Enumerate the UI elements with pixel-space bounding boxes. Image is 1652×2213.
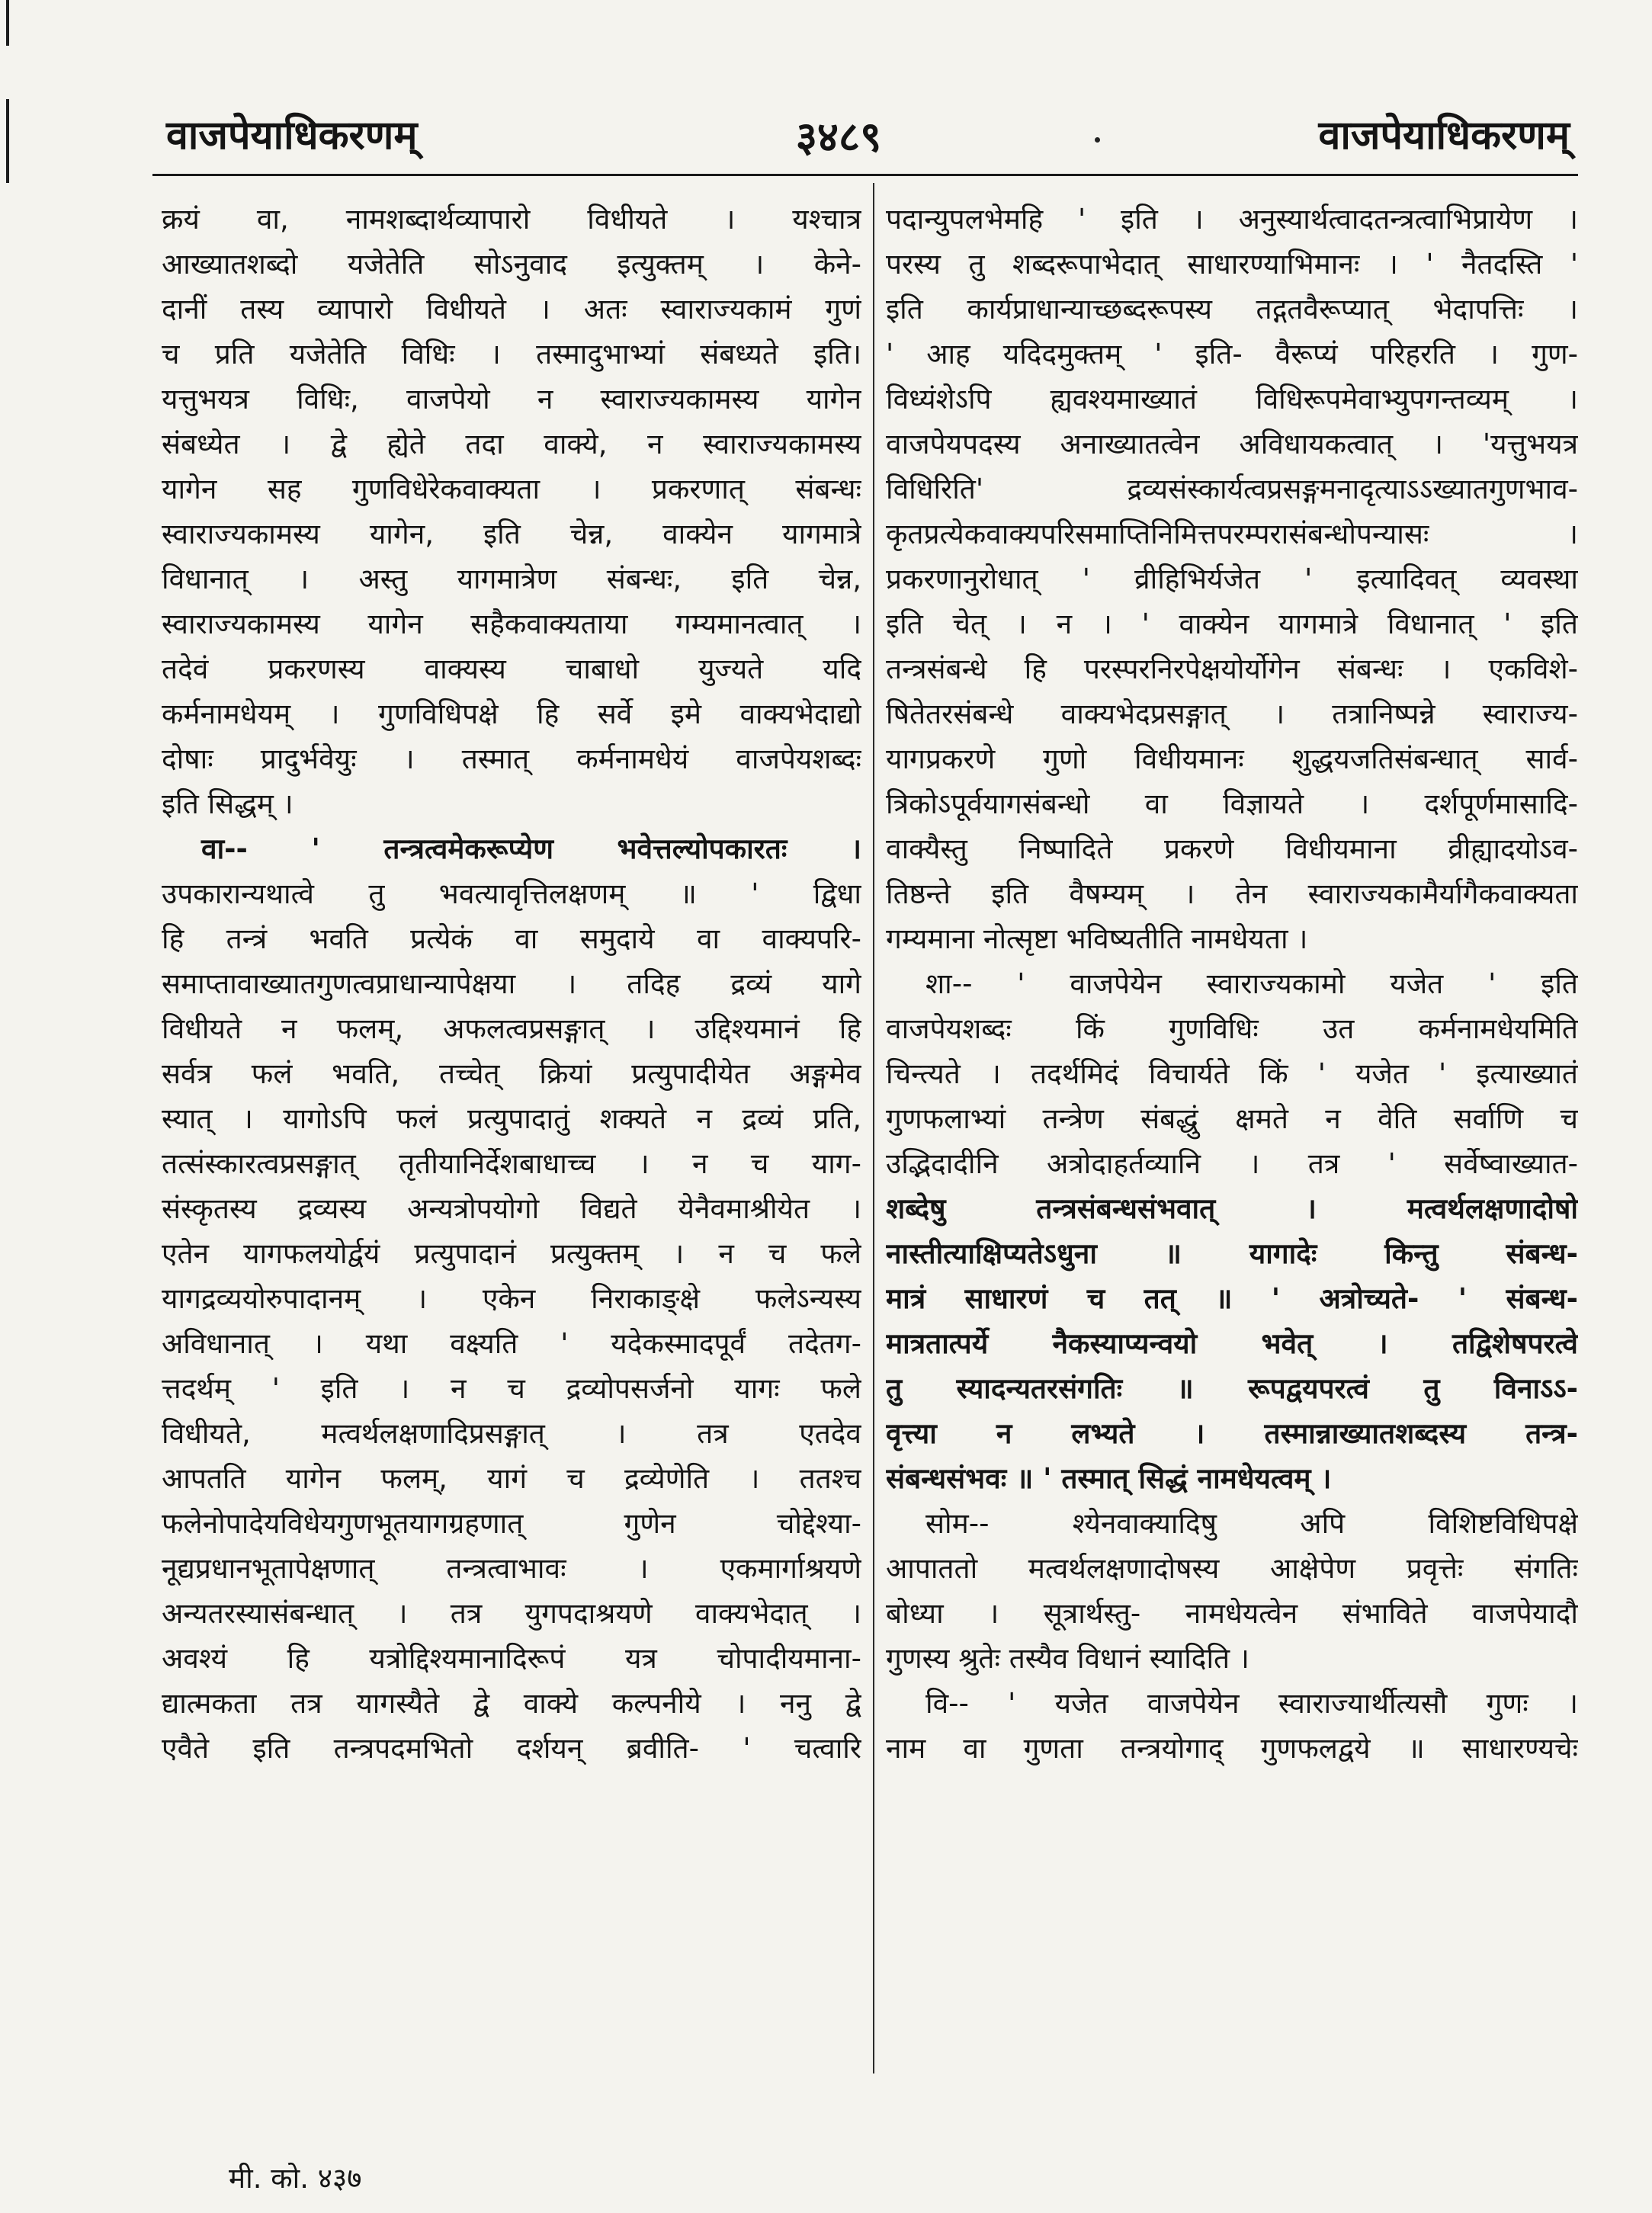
text-line: संस्कृतस्य द्रव्यस्य अन्यत्रोपयोगो विद्यते येनैवमाश्रीयेत । — [162, 1192, 861, 1225]
text-line: विधिरिति' द्रव्यसंस्कार्यत्वप्रसङ्गमनादृत्याऽऽख्यातगुणभाव- — [886, 473, 1578, 505]
verse-line: संबन्धसंभवः ॥ ' तस्मात् सिद्धं नामधेयत्वम् । — [886, 1462, 1332, 1495]
text-line: दानीं तस्य व्यापारो विधीयते । अतः स्वाराज्यकामं गुणं — [162, 293, 861, 326]
text-line: विधानात् । अस्तु यागमात्रेण संबन्धः, इति चेन्न, — [162, 563, 861, 595]
text-line: गुणस्य श्रुतेः तस्यैव विधानं स्यादिति । — [886, 1642, 1249, 1675]
text-line: विधीयते न फलम्, अफलत्वप्रसङ्गात् । उद्दिश्यमानं हि — [162, 1012, 861, 1045]
text-line: वाजपेयपदस्य अनाख्यातत्वेन अविधायकत्वात् । 'यत्तुभयत्र — [886, 428, 1578, 460]
text-line: विध्यंशेऽपि ह्यवश्यमाख्यातं विधिरूपमेवाभ्युपगन्तव्यम् । — [886, 383, 1578, 415]
text-line: स्वाराज्यकामस्य यागेन, इति चेन्न, वाक्येन यागमात्रे — [162, 518, 861, 550]
text-line: चिन्त्यते । तदर्थमिदं विचार्यते किं ' यजेत ' इत्याख्यातं — [886, 1057, 1578, 1090]
text-line: इति सिद्धम् । — [162, 787, 294, 820]
text-line: संबध्येत । द्वे ह्येते तदा वाक्ये, न स्वाराज्यकामस्य — [162, 428, 861, 460]
text-line: विधीयते, मत्वर्थलक्षणादिप्रसङ्गात् । तत्र एतदेव — [162, 1417, 861, 1450]
text-line: यत्तुभयत्र विधिः, वाजपेयो न स्वाराज्यकामस्य यागेन — [162, 383, 861, 415]
right-column — [886, 197, 1578, 1771]
verse-line: मात्रं साधारणं च तत् ॥ ' अत्रोच्यते- ' संबन्ध- — [886, 1282, 1578, 1315]
verse-line: वा-- ' तन्त्रत्वमेकरूप्येण भवेत्तल्योपकारतः । — [201, 832, 861, 865]
text-line: आपतति यागेन फलम्, यागं च द्रव्येणेति । ततश्च — [162, 1462, 861, 1495]
text-line: एतेन यागफलयोर्द्वयं प्रत्युपादानं प्रत्युक्तम् । न च फले — [162, 1237, 861, 1270]
text-line: गुणफलाभ्यां तन्त्रेण संबद्धुं क्षमते न वेति सर्वाणि च — [886, 1102, 1578, 1135]
text-line: गम्यमाना नोत्सृष्टा भविष्यतीति नामधेयता । — [886, 922, 1308, 955]
text-line: फलेनोपादेयविधेयगुणभूतयागग्रहणात् गुणेन चोद्देश्या- — [162, 1507, 861, 1540]
verse-line: मात्रतात्पर्ये नैकस्याप्यन्वयो भवेत् । तद्विशेषपरत्वे — [886, 1327, 1578, 1360]
verse-line: उपकारान्यथात्वे तु भवत्यावृत्तिलक्षणम् ॥ ' द्विधा — [162, 877, 861, 910]
text-line: द्यात्मकता तत्र यागस्यैते द्वे वाक्ये कल्पनीये । ननु द्वे — [162, 1687, 861, 1720]
header-right-title: वाजपेयाधिकरणम् — [1318, 113, 1570, 159]
verse-line: शब्देषु तन्त्रसंबन्धसंभवात् । मत्वर्थलक्षणादोषो — [886, 1192, 1578, 1225]
text-line: वाजपेयशब्दः किं गुणविधिः उत कर्मनामधेयमिति — [886, 1012, 1578, 1045]
text-line: दोषाः प्रादुर्भवेयुः । तस्मात् कर्मनामधेयं वाजपेयशब्दः — [162, 742, 861, 775]
text-line: तत्संस्कारत्वप्रसङ्गात् तृतीयानिर्देशबाधाच्च । न च याग- — [162, 1147, 861, 1180]
text-line: हि तन्त्रं भवति प्रत्येकं वा समुदाये वा वाक्यपरि- — [162, 922, 861, 955]
text-line: च प्रति यजेतेति विधिः । तस्मादुभाभ्यां संबध्यते इति। — [162, 338, 861, 370]
text-line: उद्भिदादीनि अत्रोदाहर्तव्यानि । तत्र ' सर्वेष्वाख्यात- — [886, 1147, 1578, 1180]
text-line: एवैते इति तन्त्रपदमभितो दर्शयन् ब्रवीति- ' चत्वारि — [162, 1732, 861, 1765]
text-line: त्तदर्थम् ' इति । न च द्रव्योपसर्जनो यागः फले — [162, 1372, 861, 1405]
text-line: इति कार्यप्राधान्याच्छब्दरूपस्य तद्गतवैरूप्यात् भेदापत्तिः । — [886, 293, 1578, 326]
text-line: अन्यतरस्यासंबन्धात् । तत्र युगपदाश्रयणे वाक्यभेदात् । — [162, 1597, 861, 1630]
text-line: बोध्या । सूत्रार्थस्तु- नामधेयत्वेन संभाविते वाजपेयादौ — [886, 1597, 1578, 1630]
verse-line: वृत्त्या न लभ्यते । तस्मान्नाख्यातशब्दस्य तन्त्र- — [886, 1417, 1578, 1450]
text-line: यागद्रव्ययोरुपादानम् । एकेन निराकाङ्क्षे फलेऽन्यस्य — [162, 1282, 861, 1315]
text-line: यागप्रकरणे गुणो विधीयमानः शुद्धयजतिसंबन्धात् सार्व- — [886, 742, 1578, 775]
verse-line: नास्तीत्याक्षिप्यतेऽधुना ॥ यागादेः किन्तु संबन्ध- — [886, 1237, 1578, 1270]
text-line: कृतप्रत्येकवाक्यपरिसमाप्तिनिमित्तपरम्परासंबन्धोपन्यासः । — [886, 518, 1578, 550]
scan-edge-mark-top — [6, 0, 9, 46]
text-line: इति चेत् । न । ' वाक्येन यागमात्रे विधानात् ' इति — [886, 608, 1578, 640]
column-divider — [873, 183, 874, 2073]
text-line: ' आह यदिदमुक्तम् ' इति- वैरूप्यं परिहरति । गुण- — [886, 338, 1578, 370]
text-line: तिष्ठन्ते इति वैषम्यम् । तेन स्वाराज्यकामैर्यागैकवाक्यता — [886, 877, 1578, 910]
text-line: आख्यातशब्दो यजेतेति सोऽनुवाद इत्युक्तम् । केने- — [162, 248, 861, 281]
header-dot — [1095, 137, 1100, 143]
text-line: स्यात् । यागोऽपि फलं प्रत्युपादातुं शक्यते न द्रव्यं प्रति, — [162, 1102, 861, 1135]
left-column — [162, 197, 861, 1771]
text-line: शा-- ' वाजपेयेन स्वाराज्यकामो यजेत ' इति — [925, 967, 1578, 1000]
header-left-title: वाजपेयाधिकरणम् — [166, 113, 418, 159]
header-rule — [152, 174, 1578, 176]
text-line: वि-- ' यजेत वाजपेयेन स्वाराज्यार्थीत्यसौ गुणः । — [925, 1687, 1578, 1720]
text-line: तन्त्रसंबन्धे हि परस्परनिरपेक्षयोर्योगेन संबन्धः । एकविशे- — [886, 653, 1578, 685]
footer-signature: मी. को. ४३७ — [229, 2162, 362, 2195]
text-line: वाक्यैस्तु निष्पादिते प्रकरणे विधीयमाना व्रीह्यादयोऽव- — [886, 832, 1578, 865]
text-line: स्वाराज्यकामस्य यागेन सहैकवाक्यताया गम्यमानत्वात् । — [162, 608, 861, 640]
text-line: परस्य तु शब्दरूपाभेदात् साधारण्याभिमानः । ' नैतदस्ति ' — [886, 248, 1578, 281]
text-line: कर्मनामधेयम् । गुणविधिपक्षे हि सर्वे इमे वाक्यभेदाद्यो — [162, 698, 861, 730]
text-line: षितेतरसंबन्धे वाक्यभेदप्रसङ्गात् । तत्रानिष्पन्ने स्वाराज्य- — [886, 698, 1578, 730]
text-line: नाम वा गुणता तन्त्रयोगाद् गुणफलद्वये ॥ साधारण्यचेः — [886, 1732, 1578, 1765]
text-line: समाप्तावाख्यातगुणत्वप्राधान्यापेक्षया । तदिह द्रव्यं यागे — [162, 967, 861, 1000]
text-line: अविधानात् । यथा वक्ष्यति ' यदेकस्मादपूर्वं तदेतग- — [162, 1327, 861, 1360]
page-number: ३४८९ — [795, 113, 882, 161]
text-line: नूद्यप्रधानभूतापेक्षणात् तन्त्रत्वाभावः । एकमार्गाश्रयणे — [162, 1552, 861, 1585]
verse-line: तु स्यादन्यतरसंगतिः ॥ रूपद्वयपरत्वं तु विनाऽऽ- — [886, 1372, 1578, 1405]
text-line: अवश्यं हि यत्रोद्दिश्यमानादिरूपं यत्र चोपादीयमाना- — [162, 1642, 861, 1675]
text-line: तदेवं प्रकरणस्य वाक्यस्य चाबाधो युज्यते यदि — [162, 653, 861, 685]
text-line: पदान्युपलभेमहि ' इति । अनुस्यार्थत्वादतन्त्रत्वाभिप्रायेण । — [886, 203, 1578, 236]
text-line: सोम-- श्येनवाक्यादिषु अपि विशिष्टविधिपक्षे — [925, 1507, 1578, 1540]
text-line: यागेन सह गुणविधेरेकवाक्यता । प्रकरणात् संबन्धः — [162, 473, 861, 505]
page-header — [0, 99, 1652, 168]
text-line: प्रकरणानुरोधात् ' व्रीहिभिर्यजेत ' इत्यादिवत् व्यवस्था — [886, 563, 1578, 595]
text-line: त्रिकोऽपूर्वयागसंबन्धो वा विज्ञायते । दर्शपूर्णमासादि- — [886, 787, 1578, 820]
text-line: क्रयं वा, नामशब्दार्थव्यापारो विधीयते । यश्चात्र — [162, 203, 861, 236]
text-line: सर्वत्र फलं भवति, तच्चेत् क्रियां प्रत्युपादीयेत अङ्गमेव — [162, 1057, 861, 1090]
text-line: आपाततो मत्वर्थलक्षणादोषस्य आक्षेपेण प्रवृत्तेः संगतिः — [886, 1552, 1578, 1585]
